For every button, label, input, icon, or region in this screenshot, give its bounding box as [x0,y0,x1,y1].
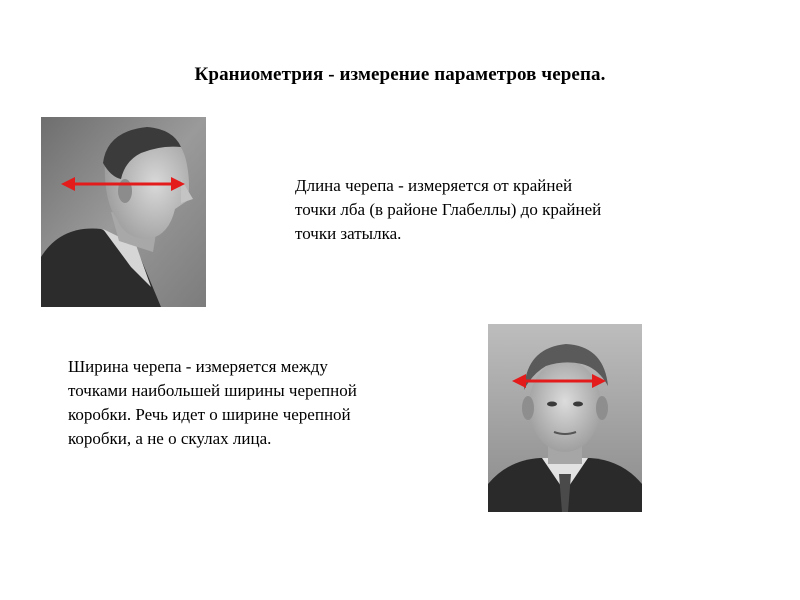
slide-title: Краниометрия - измерение параметров черепа. [194,64,606,85]
frontal-portrait-photo [488,324,642,512]
skull-length-description: Длина черепа - измеряется от крайней точки лба (в районе Глабеллы) до крайней точки затылка. [295,176,602,243]
profile-portrait-image [41,117,206,307]
skull-width-description: Ширина черепа - измеряется между точками наибольшей ширины черепной коробки. Речь идет о ширине черепной коробки, а не о скулах лица. [68,357,357,448]
profile-portrait-photo [41,117,206,307]
frontal-portrait-image [488,324,642,512]
